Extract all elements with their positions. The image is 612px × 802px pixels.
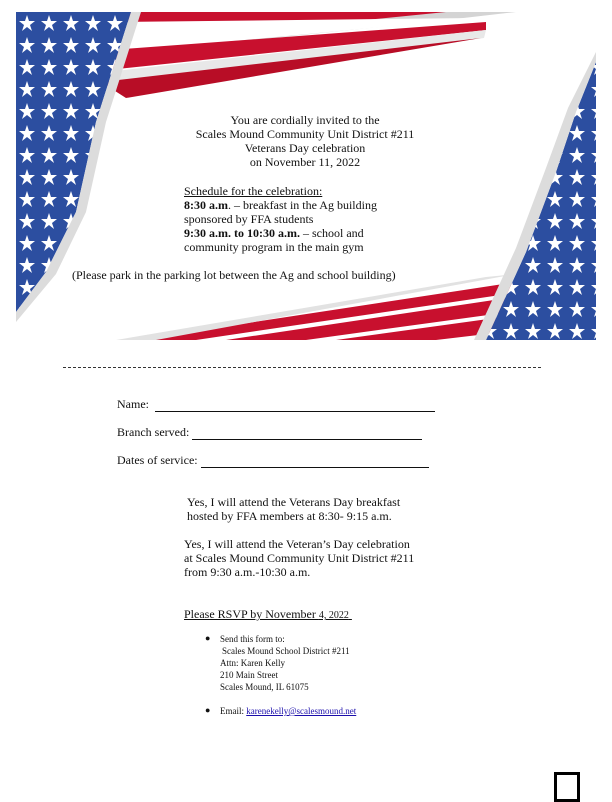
invite-line: Scales Mound Community Unit District #211 [195,127,415,141]
email-link[interactable]: karenekelly@scalesmound.net [246,706,357,716]
rsvp-date: 4, 2022 [318,610,349,621]
email-label: Email: [220,706,247,716]
invite-line: You are cordially invited to the [230,113,380,127]
rsvp-prefix: Please RSVP by November [184,607,319,621]
celebration-option[interactable] [184,537,414,579]
schedule-time: 8:30 a.m [184,198,228,212]
name-label: Name: [117,397,149,411]
parking-note: (Please park in the parking lot between the Ag and school building) [72,268,396,282]
address-line: 210 Main Street [220,670,278,680]
flag-illustration [16,12,596,340]
option-line: Yes, I will attend the Veterans Day breakfast [187,495,401,509]
dates-label: Dates of service: [117,453,198,467]
mailing-info [220,633,350,693]
invite-line: on November 11, 2022 [249,155,361,169]
address-line: Scales Mound, IL 61075 [220,682,309,692]
address-line: Attn: Karen Kelly [220,658,285,668]
option-line: hosted by FFA members at 8:30- 9:15 a.m. [187,509,392,523]
cut-line [63,367,541,368]
schedule-item-1-cont: sponsored by FFA students [184,212,314,226]
invitation-heading [130,113,480,169]
email-info [220,705,356,717]
dates-input-line[interactable] [201,456,429,468]
schedule-desc: – school and [299,226,364,240]
send-to-label: Send this form to: [220,634,285,644]
breakfast-option[interactable] [187,495,400,523]
schedule-item-1 [184,198,377,212]
bullet-icon: ● [205,705,211,715]
option-line: from 9:30 a.m.-10:30 a.m. [184,565,311,579]
corner-mark [554,772,580,802]
option-line: at Scales Mound Community Unit District #211 [184,551,415,565]
name-input-line[interactable] [155,400,435,412]
branch-field[interactable] [117,425,422,440]
address-line: Scales Mound School District #211 [222,646,350,656]
bullet-icon: ● [205,633,211,643]
branch-label: Branch served: [117,425,190,439]
schedule-item-2 [184,226,377,240]
schedule-desc: . – breakfast in the Ag building [228,198,377,212]
schedule-item-2-cont: community program in the main gym [184,240,364,254]
name-field[interactable] [117,397,435,412]
flag-banner [16,12,596,340]
schedule [184,184,377,254]
option-line: Yes, I will attend the Veteran’s Day celebration [184,537,410,551]
schedule-heading: Schedule for the celebration: [184,184,323,198]
rsvp-deadline [184,607,352,622]
schedule-time: 9:30 a.m. to 10:30 a.m. [184,226,300,240]
invite-line: Veterans Day celebration [244,141,366,155]
dates-field[interactable] [117,453,429,468]
branch-input-line[interactable] [192,428,422,440]
